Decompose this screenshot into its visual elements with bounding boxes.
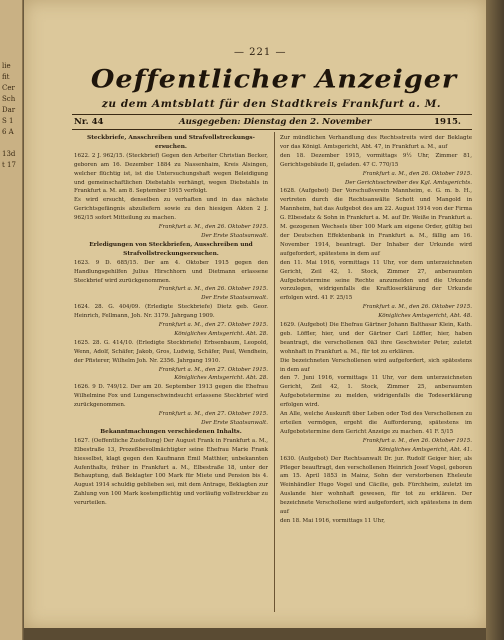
strip-fragment: fit (2, 73, 10, 81)
signature-line: Der Erste Staatsanwalt. (201, 420, 268, 426)
notice-paragraph: 1629. (Aufgebot) Die Ehefrau Gärtner Johann Balthasar Klein, Kath. geb. Löffler, hier, und der Gärtner Carl Löffler, hier, haben beantragt, die verschollenen 0ä3 ihre Geschwister Peter, zuletzt wohnhaft in Frankfurt a. M., für tot zu erklären. (280, 322, 472, 355)
masthead-title: Oeffentlicher Anzeiger (90, 64, 458, 95)
bottom-rule (72, 129, 472, 130)
signature-line: Frankfurt a. M., den 26. Oktober 1915. (158, 286, 268, 293)
signature-line: Königliches Amtsgericht, Abt. 48. (378, 313, 472, 320)
section-heading: Erledigungen von Steckbriefen, Ausschreiben und Strafvollstreckungsersuchen. (89, 241, 253, 257)
left-column (74, 134, 268, 508)
newspaper-sheet (24, 0, 486, 628)
notice-paragraph: Die bezeichneten Verschollenen wird aufgefordert, sich spätestens in dem auf (280, 357, 472, 373)
strip-fragment: Sch (2, 95, 16, 103)
right-column (280, 134, 472, 526)
strip-fragment: S 1 (2, 117, 14, 125)
masthead-subtitle: zu dem Amtsblatt für den Stadtkreis Frankfurt a. M. (101, 98, 442, 110)
page-bottom-shadow (24, 628, 486, 640)
strip-fragment: t 17 (2, 161, 16, 169)
notice-paragraph: den 18. Mai 1916, vormittags 11 Uhr, (280, 517, 385, 524)
strip-fragment: lie (2, 62, 11, 70)
notice-paragraph: den 11. Mai 1916, vormittags 11 Uhr, vor dem unterzeichneten Gericht, Zeil 42, 1. Stock, Zimmer 27, anberaumten Aufgebotstermine seine Rechte anzumelden und die Urkunde vorzulegen, widrigenfalls die Kraftloserklärung der Urkunde erfolgen wird. 41 F. 25/15 (280, 259, 472, 302)
section-heading: Bekanntmachungen verschiedenen Inhalts. (100, 428, 242, 435)
notice-paragraph: 1625. 28. G. 414/10. (Erledigte Steckbriefe) Erbsenbaum, Leopold, Wenn, Adolf, Schäfer, Jakob, Gros, Ludwig, Schäfer, Paul, Wendhein, der Pfisterer, Wilhelm Joh. Nr. 2356. Jahrgang 1910. (74, 339, 268, 364)
signature-line: Frankfurt a. M., den 27. Oktober 1915. (158, 411, 268, 418)
strip-fragment: Dar (2, 106, 16, 114)
signature-line: Königliches Amtsgericht, Abt. 41. (378, 446, 472, 453)
top-rule (72, 114, 472, 115)
page-number: — 221 — (234, 47, 287, 58)
notice-paragraph: 1626. 9 D. 749/12. Der am 20. September 1913 gegen die Ehefrau Wilhelmine Fox und Lungenschwindsucht erlassene Steckbrief wird zurückgenommen. (74, 384, 268, 409)
notice-paragraph: den 18. Dezember 1915, vormittags 9½ Uhr, Zimmer 81, Gerichtsgebäude II, geladen. 47 C. 770/15 (280, 152, 472, 168)
notice-paragraph: 1623. 9 D. 685/15. Der am 4. Oktober 1915 gegen den Handlungsgehilfen Julius Hirschhorn und Dietmann erlassene Steckbrief wird zurückgenommen. (74, 259, 268, 284)
strip-fragment: 6 A (2, 128, 14, 136)
issue-number: Nr. 44 (74, 117, 104, 127)
notice-paragraph: 1622. 2 J. 962/15. (Steckbrief) Gegen den Arbeiter Christian Becker, geboren am 16. Dezember 1884 zu Nassenhaim, Kreis Alsingen, welcher flüchtig ist, ist die Untersuchungshaft wegen Beleidigung und gemeinschaftlichen Diebstahls verhängt, wegen Diebstahls in Frankfurt a. M. am 8. September 1915 verfolgt. (74, 152, 268, 195)
notice-paragraph: An Alle, welche Auskunft über Leben oder Tod des Verschollenen zu erteilen vermögen, ergeht die Aufforderung, spätestens im Aufgebotstermine dem Gericht Anzeige zu machen. 41 F. 5/15 (280, 411, 472, 435)
notice-paragraph: 1628. (Aufgebot) Der Vorschußverein Mannheim, e. G. m. b. H., vertreten durch die Rechtsanwälte Schott und Mangold in Mannheim, hat das Aufgebot des am 22. August 1914 von der Firma G. Elbesdatz & Sohn in Frankfurt a. M. auf Dr. Weiße in Frankfurt a. M. gezogenen Wechsels über 100 Mark am eigene Order, gültig bei der Deutschen Effektenbank in Frankfurt a. M., fällig am 16. November 1914, beantragt. Der Inhaber der Urkunde wird aufgefordert, spätestens in dem auf (280, 188, 472, 257)
signature-line: Frankfurt a. M., den 26. Oktober 1915. (362, 304, 472, 311)
notice-paragraph: den 7. Juni 1916, vormittags 11 Uhr, vor dem unterzeichneten Gericht, Zeil 42, 1. Stock, Zimmer 25, anberaumten Aufgebotstermine zu melden, widrigenfalls die Todeserklärung erfolgen wird. (280, 375, 472, 409)
issue-date: Ausgegeben: Dienstag den 2. November (179, 117, 372, 127)
notice-paragraph: Zur mündlichen Verhandlung des Rechtsstreits wird der Beklagte vor das Königl. Amtsgericht, Abt. 47, in Frankfurt a. M., auf (280, 135, 472, 150)
notice-paragraph: 1627. (Oeffentliche Zustellung) Der August Frank in Frankfurt a. M., Elbestraße 13, Prozeßbevollmächtigter seine Ehefrau Marie Frank hiesselbst, klagt gegen den Kaufmann Emil Matthier, unbekannten Aufenthalts, früher in Frankfurt a. M., Elbestraße 18, unter der Behauptung, daß Beklagter 100 Mark für Miete und Pension bis 4. August 1914 schuldig geblieben sei, mit dem Antrage, Beklagten zur Zahlung von 100 Mark kostenpflichtig und vorläufig vollstreckbar zu verurteilen. (74, 437, 268, 507)
signature-line: Frankfurt a. M., den 27. Oktober 1915. (158, 366, 268, 373)
signature-line: Frankfurt a. M., den 27. Oktober 1915. (158, 322, 268, 329)
strip-fragment: 13d (2, 150, 16, 158)
signature-line: Frankfurt a. M., den 26. Oktober 1915. (362, 170, 472, 177)
signature-line: Königliches Amtsgericht. Abt. 28. (174, 375, 268, 382)
column-divider (274, 132, 275, 612)
signature-line: Der Erste Staatsanwalt. (201, 295, 268, 302)
strip-fragment: Cer (2, 84, 15, 92)
section-heading: Steckbriefe, Ansschreiben und Strafvollstreckungs-ersuchen. (87, 135, 255, 150)
signature-line: Frankfurt a. M., den 26. Oktober 1915. (362, 437, 472, 444)
signature-line: Königliches Amtsgericht. Abt. 28. (174, 330, 268, 337)
signature-line: Der Gerichtsschreiber des Kgl. Amtsgerichts. (345, 179, 472, 186)
notice-paragraph: 1630. (Aufgebot) Der Rechtsanwalt Dr. jur. Rudolf Geiger hier, als Pfleger beauftragt, den verschollenen Heinrich Josef Vogel, geboren am 15. April 1853 in Mainz, Sohn der verstorbenen Eheleute Weinhändler Hugo Vogel und Cäcilie, geb. Fürchheim, zuletzt im Auslande hier wohnhaft gewesen, für tot zu erklären. Der bezeichnete Verschollene wird aufgefordert, sich spätestens in dem auf (280, 455, 472, 516)
notice-paragraph: Es wird ersucht, denselben zu verhaften und in das nächste Gerichtsgefängnis abzuliefern sowie zu den hiesigen Akten 2 J. 962/15 sofort Mitteilung zu machen. (74, 197, 268, 222)
signature-line: Frankfurt a. M., den 26. Oktober 1915. (158, 224, 268, 231)
signature-line: Der Erste Staatsanwalt. (201, 232, 268, 239)
notice-paragraph: 1624. 28. G. 404/09. (Erledigte Steckbriefe) Dietz geb. Geor. Heinrich, Fellmann, Joh. Nr. 3179. Jahrgang 1909. (74, 304, 268, 320)
adjacent-page-strip (0, 0, 23, 640)
book-gutter-shadow (486, 0, 504, 640)
issue-year: 1915. (434, 117, 461, 127)
